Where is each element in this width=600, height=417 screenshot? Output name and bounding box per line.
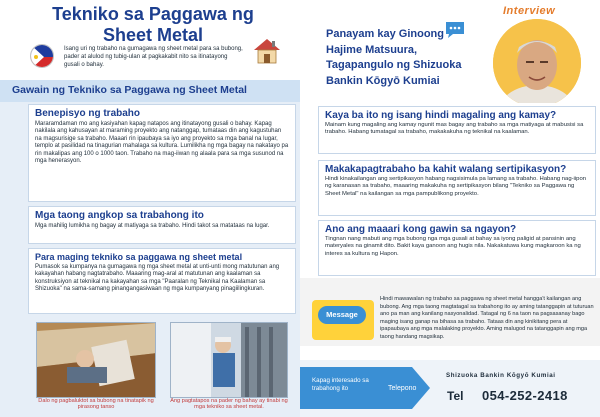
title-line-1: Tekniko sa Paggawa ng <box>52 4 254 24</box>
qa-answer: Hindi kinakailangan ang sertipikasyon habang nagsisimula pa lamang sa trabaho. Habang nag-iipon ng karanasan sa trabaho, maaaring makakuha ng sertipikasyon bilang "Tekniko sa Paggawa ng Sheet Metal" na kailangan sa mga pampublikong proyekto. <box>325 176 586 197</box>
philippine-flag-icon <box>30 44 54 68</box>
become-box <box>28 248 296 314</box>
house-roof-icon <box>252 36 282 66</box>
contact-phone-label: Telepono <box>388 385 417 392</box>
qa-item <box>318 106 596 154</box>
roof-work-photo <box>36 322 156 398</box>
qa-question: Kaya ba ito ng isang hindi magaling ang kamay? <box>325 110 557 121</box>
become-text: Pumasok sa kumpanya na gumagawa ng mga sheet metal at unti-unti mong matutunan ang kakayahan habang nagtatrabaho. Maaaring mag-aral at matutunan ang kaalaman sa konstruksiyon at teknikal na kakayahan sa mga "Paaralan ng Teknikal na Kaalaman sa Shizuoka" na sama-samang pinangangasiwaan ng mga kumpanyang pinagiilingkuran. <box>35 264 280 293</box>
wall-photo-caption: Ang pagtatapos na pader ng bahay ay tinabi ng mga tekniko sa sheet metal. <box>170 398 288 411</box>
interview-title-line: Hajime Matsuura, <box>326 43 418 56</box>
suitable-box <box>28 206 296 244</box>
interviewee-portrait <box>493 19 581 107</box>
section-header: Gawain ng Tekniko sa Paggawa ng Sheet Metal <box>12 84 247 96</box>
message-text: Hindi mawawalan ng trabaho sa paggawa ng sheet metal hangga't kailangan ang bubong. Ang mga taong magtatagal sa trabahong ito ay aming tatanggapin at tuturuan ano pa man ang kanilang nasyonalidad. Tatagal ng 6 na taon na pagsasanay bago maging isang ganap na bihasa sa trabaho. Tataas din ang kinikitang pera at ipapaubaya ang mga malalaking proyekto. Aming malugod na tatanggapin ang mga taong handang magsikap. <box>380 296 594 340</box>
title-line-2: Sheet Metal <box>102 25 204 45</box>
contact-organization: Shizuoka Bankin Kōgyō Kumiai <box>446 372 556 379</box>
qa-question: Makakapagtrabaho ba kahit walang sertipikasyon? <box>325 164 567 175</box>
contact-phone-number[interactable]: 054-252-2418 <box>482 388 568 403</box>
suitable-text: Mga mahilig lumikha ng bagay at matiyaga sa trabaho. Hindi takot sa matataas na lugar. <box>35 223 270 229</box>
roof-photo-caption: Dalo ng pagbaluktot sa bubong na tinatapik ng pirasong tanso <box>38 398 154 411</box>
suitable-title: Mga taong angkop sa trabahong ito <box>35 210 204 221</box>
contact-prompt: Kapag interesado sa trabahong ito <box>312 377 369 392</box>
interview-title-line: Panayam kay Ginoong <box>326 28 444 40</box>
wall-work-photo <box>170 322 288 398</box>
contact-tel-label: Tel <box>447 389 464 403</box>
message-label: Message <box>326 310 358 319</box>
become-title: Para maging tekniko sa paggawa ng sheet metal <box>35 252 243 262</box>
qa-answer: Tingnan nang mabuti ang mga bubong nga mga gusali at bahay sa iyong paligid at pansinin ang materyales na ginamit dito. Bakit kaya ganoon ang hugis nila. Nakakatuwa kung magkaroon ka ng interes sa kultura ng Hapon. <box>325 236 581 257</box>
interview-title-line: Tagapangulo ng Shizuoka <box>326 59 462 71</box>
interview-title-line: Bankin Kōgyō Kumiai <box>326 74 440 87</box>
qa-question: Ano ang maaari kong gawin sa ngayon? <box>325 224 517 235</box>
benefits-title: Benepisyo ng trabaho <box>35 108 141 119</box>
qa-answer: Mainam kung magaling ang kamay ngunit mas bagay ang trabaho sa mga matiyaga at mabusisi sa trabaho. Habang tumatagal sa trabaho, makakakuha ng teknikal na kaalaman. <box>325 122 584 136</box>
intro-text: Isang uri ng trabaho na gumagawa ng sheet metal para sa bubong, pader at alulod ng tubig-ulan at pagkakabit nito sa itinatayong gusali o bahay. <box>64 46 243 68</box>
qa-item <box>318 160 596 216</box>
benefits-text: Mararamdaman mo ang kasiyahan kapag natapos ang itinatayong gusali o bahay. Kapag nakilala ang kahusayan at maraming proyekto ang natanggap, tumataas din ang kagustuhan na magsurisige sa trabaho. Maaari rin ipaubaya sa iyo ang proyekto sa mga banal na lugar, templo at pasilidad na tinagurian mahalaga sa kultura. Lumilikha ng mga bagay na nakatayo pa rin makalipas ang 100 o 1000 taon. Trabaho na mag-iiwan ng alaala para sa mga susunod na mga henerasyon. <box>35 121 289 165</box>
qa-item <box>318 220 596 276</box>
benefits-box <box>28 104 296 202</box>
flyer-title <box>38 4 268 46</box>
interview-title <box>326 27 516 89</box>
interview-label: Interview <box>503 5 556 17</box>
